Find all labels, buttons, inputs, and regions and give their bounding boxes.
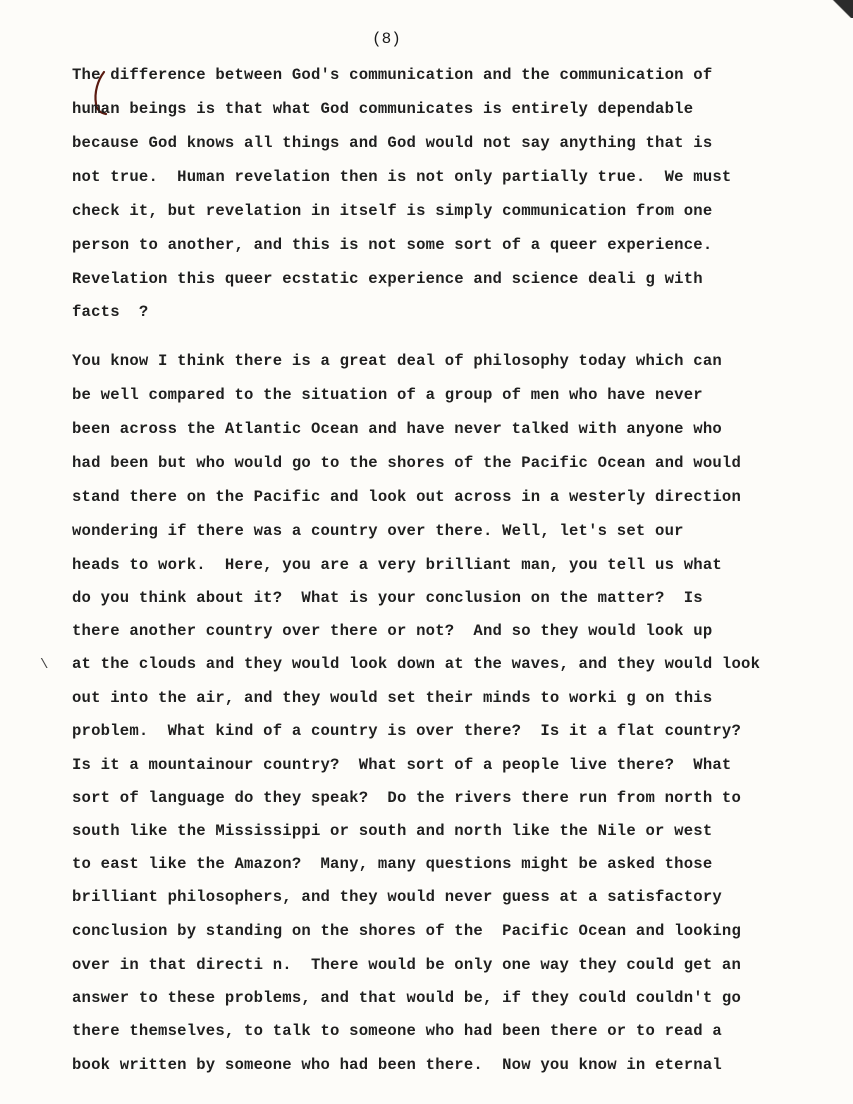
text-line: facts ? <box>72 303 149 321</box>
text-line: brilliant philosophers, and they would never guess at a satisfactory <box>72 888 722 906</box>
text-line: at the clouds and they would look down at the waves, and they would look <box>72 655 761 673</box>
text-line: because God knows all things and God would not say anything that is <box>72 134 713 152</box>
page-corner-shadow <box>831 0 853 18</box>
text-line: human beings is that what God communicates is entirely dependable <box>72 100 694 118</box>
text-line: book written by someone who had been there. Now you know in eternal <box>72 1056 722 1074</box>
text-line: stand there on the Pacific and look out across in a westerly direction <box>72 488 742 506</box>
text-line: had been but who would go to the shores of the Pacific Ocean and would <box>72 454 742 472</box>
text-line: conclusion by standing on the shores of the Pacific Ocean and looking <box>72 922 742 940</box>
text-line: wondering if there was a country over there. Well, let's set our <box>72 522 684 540</box>
text-line: heads to work. Here, you are a very brilliant man, you tell us what <box>72 556 722 574</box>
text-line: problem. What kind of a country is over there? Is it a flat country? <box>72 722 742 740</box>
page-number: (8) <box>372 30 401 48</box>
text-line: answer to these problems, and that would be, if they could couldn't go <box>72 989 742 1007</box>
text-line: out into the air, and they would set their minds to worki g on this <box>72 689 713 707</box>
text-line: be well compared to the situation of a group of men who have never <box>72 386 703 404</box>
text-line: The difference between God's communication and the communication of <box>72 66 713 84</box>
text-line: Revelation this queer ecstatic experience and science deali g with <box>72 270 703 288</box>
text-line: over in that directi n. There would be only one way they could get an <box>72 956 742 974</box>
text-line: there another country over there or not? And so they would look up <box>72 622 713 640</box>
text-line: there themselves, to talk to someone who had been there or to read a <box>72 1022 722 1040</box>
text-line: south like the Mississippi or south and north like the Nile or west <box>72 822 713 840</box>
margin-tick-mark: \ <box>40 657 49 673</box>
text-line: not true. Human revelation then is not only partially true. We must <box>72 168 732 186</box>
text-line: been across the Atlantic Ocean and have never talked with anyone who <box>72 420 722 438</box>
text-line: Is it a mountainour country? What sort of a people live there? What <box>72 756 732 774</box>
text-line: check it, but revelation in itself is simply communication from one <box>72 202 713 220</box>
text-line: do you think about it? What is your conclusion on the matter? Is <box>72 589 703 607</box>
text-line: to east like the Amazon? Many, many questions might be asked those <box>72 855 713 873</box>
text-line: You know I think there is a great deal of philosophy today which can <box>72 352 722 370</box>
text-line: sort of language do they speak? Do the rivers there run from north to <box>72 789 742 807</box>
text-line: person to another, and this is not some sort of a queer experience. <box>72 236 713 254</box>
